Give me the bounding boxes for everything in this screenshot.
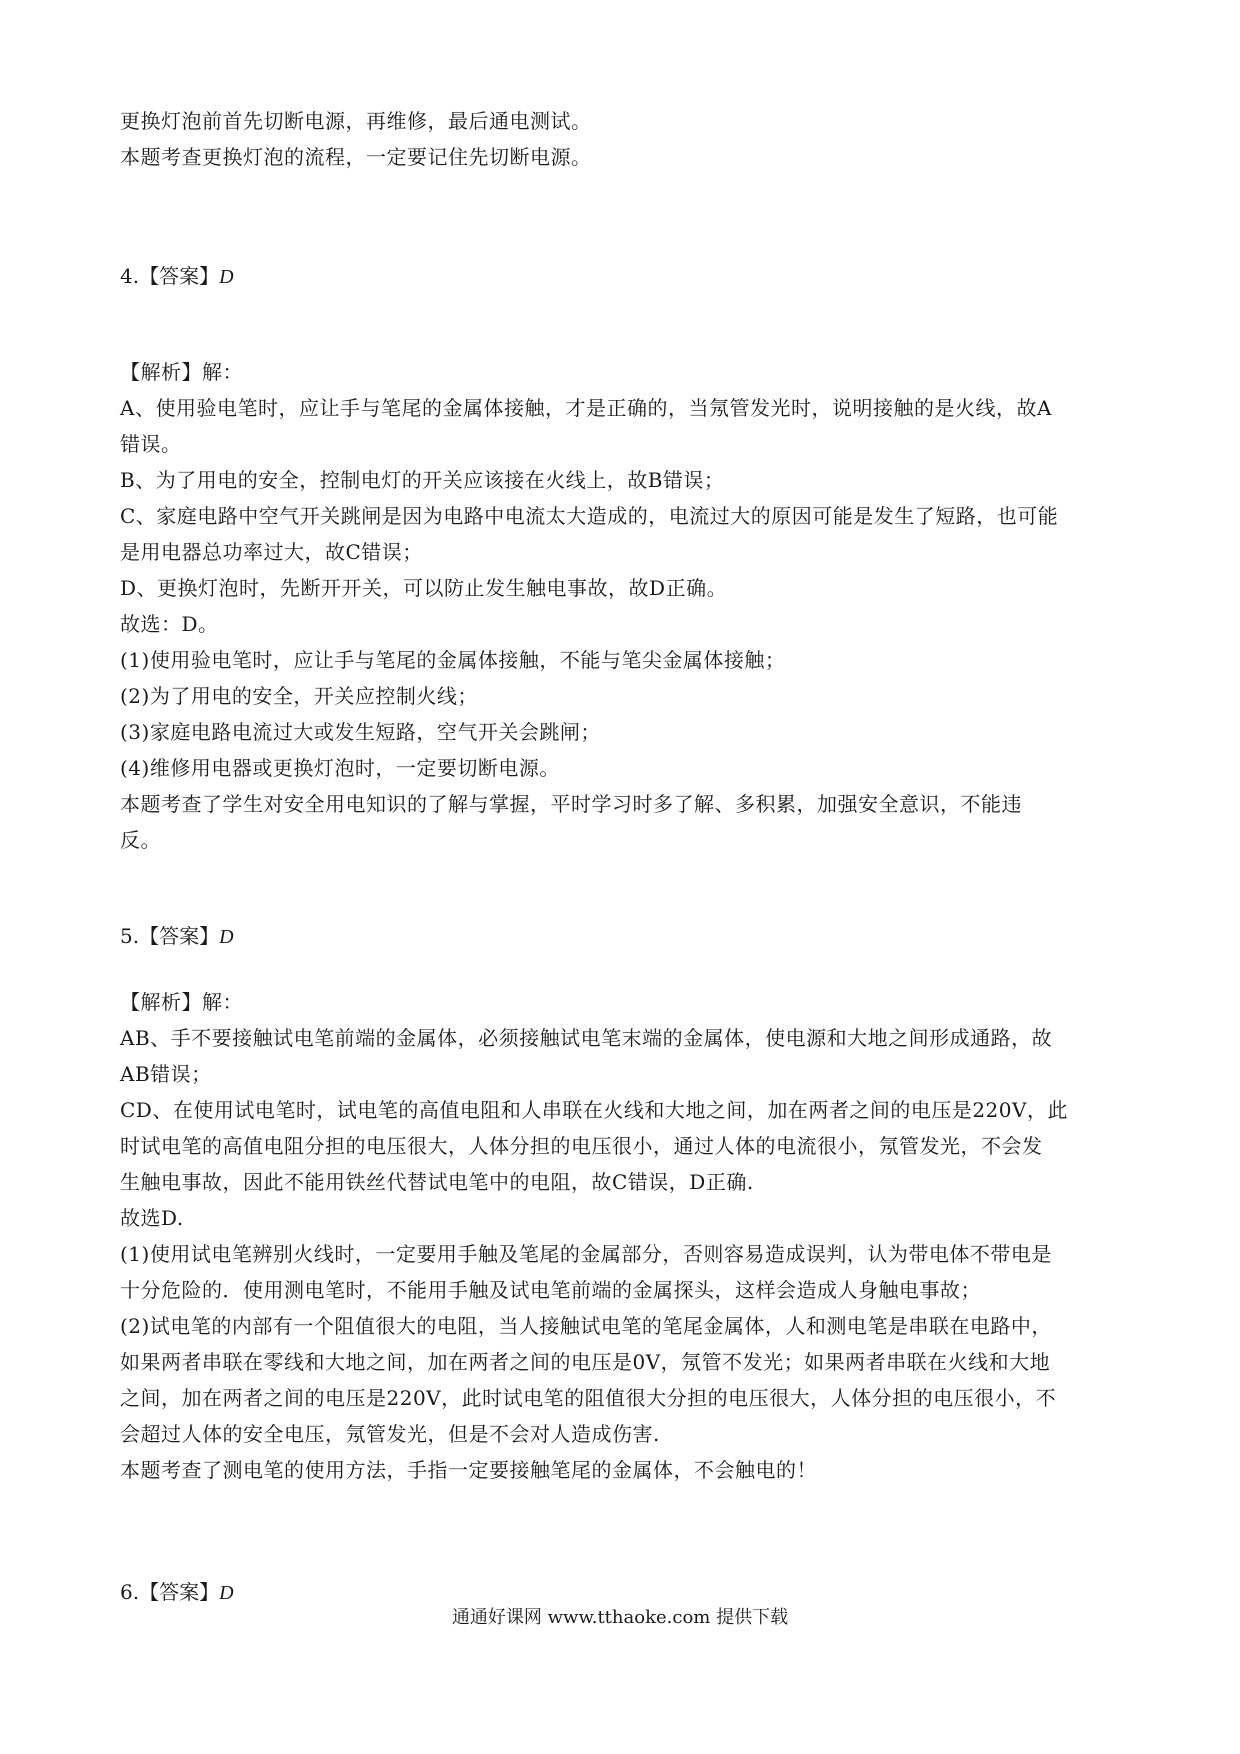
q4-line: (1)使用验电笔时，应让手与笔尾的金属体接触，不能与笔尖金属体接触； bbox=[120, 648, 786, 672]
q5-line: 如果两者串联在零线和大地之间，加在两者之间的电压是0V，氖管不发光；如果两者串联在火线和大地 bbox=[120, 1350, 1051, 1374]
q5-line: 会超过人体的安全电压，氖管发光，但是不会对人造成伤害. bbox=[120, 1422, 660, 1446]
q5-line: 故选D. bbox=[120, 1206, 184, 1230]
q4-line: (4)维修用电器或更换灯泡时，一定要切断电源。 bbox=[120, 756, 560, 780]
q4-analysis bbox=[120, 354, 1120, 858]
q4-analysis-title: 【解析】解： bbox=[120, 360, 243, 384]
q4-answer-letter: D bbox=[219, 266, 234, 288]
q5-line: (1)使用试电笔辨别火线时，一定要用手触及笔尾的金属部分，否则容易造成误判，认为带电体不带电是 bbox=[120, 1242, 1052, 1266]
q6-answer-letter: D bbox=[219, 1582, 234, 1604]
q5-analysis bbox=[120, 984, 1120, 1488]
q5-line: 十分危险的．使用测电笔时，不能用手触及试电笔前端的金属探头，这样会造成人身触电事故； bbox=[120, 1278, 981, 1302]
intro-line: 更换灯泡前首先切断电源，再维修，最后通电测试。 bbox=[120, 109, 592, 133]
q5-answer-heading bbox=[120, 918, 1120, 955]
q4-line: (3)家庭电路电流过大或发生短路，空气开关会跳闸； bbox=[120, 720, 601, 744]
q4-line: 故选：D。 bbox=[120, 612, 219, 636]
q4-answer-prefix: 4.【答案】 bbox=[120, 264, 220, 288]
intro-section bbox=[120, 103, 1120, 175]
q5-line: (2)试电笔的内部有一个阻值很大的电阻，当人接触试电笔的笔尾金属体，人和测电笔是串联在电路中， bbox=[120, 1314, 1052, 1338]
q4-answer-heading bbox=[120, 258, 1120, 295]
q5-line: AB、手不要接触试电笔前端的金属体，必须接触试电笔末端的金属体，使电源和大地之间形成通路，故 bbox=[120, 1026, 1053, 1050]
q5-line: 本题考查了测电笔的使用方法，手指一定要接触笔尾的金属体，不会触电的！ bbox=[120, 1458, 817, 1482]
q4-line: 是用电器总功率过大，故C错误； bbox=[120, 540, 423, 564]
q5-line: 之间，加在两者之间的电压是220V，此时试电笔的阻值很大分担的电压很大，人体分担的电压很小，不 bbox=[120, 1386, 1057, 1410]
q4-line: C、家庭电路中空气开关跳闸是因为电路中电流太大造成的，电流过大的原因可能是发生了短路，也可能 bbox=[120, 504, 1059, 528]
q5-line: 生触电事故，因此不能用铁丝代替试电笔中的电阻，故C错误，D正确. bbox=[120, 1170, 754, 1194]
q5-line: 时试电笔的高值电阻分担的电压很大，人体分担的电压很小，通过人体的电流很小，氖管发光，不会发 bbox=[120, 1134, 1043, 1158]
q4-line: A、使用验电笔时，应让手与笔尾的金属体接触，才是正确的，当氖管发光时，说明接触的是火线，故A bbox=[120, 396, 1052, 420]
q4-line: (2)为了用电的安全，开关应控制火线； bbox=[120, 684, 478, 708]
q5-line: AB错误； bbox=[120, 1062, 212, 1086]
q6-answer-prefix: 6.【答案】 bbox=[120, 1580, 220, 1604]
q5-analysis-title: 【解析】解： bbox=[120, 990, 243, 1014]
page-footer: 通通好课网 www.tthaoke.com 提供下载 bbox=[451, 1607, 789, 1628]
q5-answer-prefix: 5.【答案】 bbox=[120, 924, 220, 948]
q4-line: 本题考查了学生对安全用电知识的了解与掌握，平时学习时多了解、多积累，加强安全意识，不能违 bbox=[120, 792, 1022, 816]
q4-line: 错误。 bbox=[120, 432, 182, 456]
intro-line: 本题考查更换灯泡的流程，一定要记住先切断电源。 bbox=[120, 145, 592, 169]
q4-line: 反。 bbox=[120, 828, 161, 852]
q4-line: B、为了用电的安全，控制电灯的开关应该接在火线上，故B错误； bbox=[120, 468, 725, 492]
q4-line: D、更换灯泡时，先断开开关，可以防止发生触电事故，故D正确。 bbox=[120, 576, 728, 600]
q5-line: CD、在使用试电笔时，试电笔的高值电阻和人串联在火线和大地之间，加在两者之间的电压是220V，此 bbox=[120, 1098, 1068, 1122]
q5-answer-letter: D bbox=[219, 926, 234, 948]
